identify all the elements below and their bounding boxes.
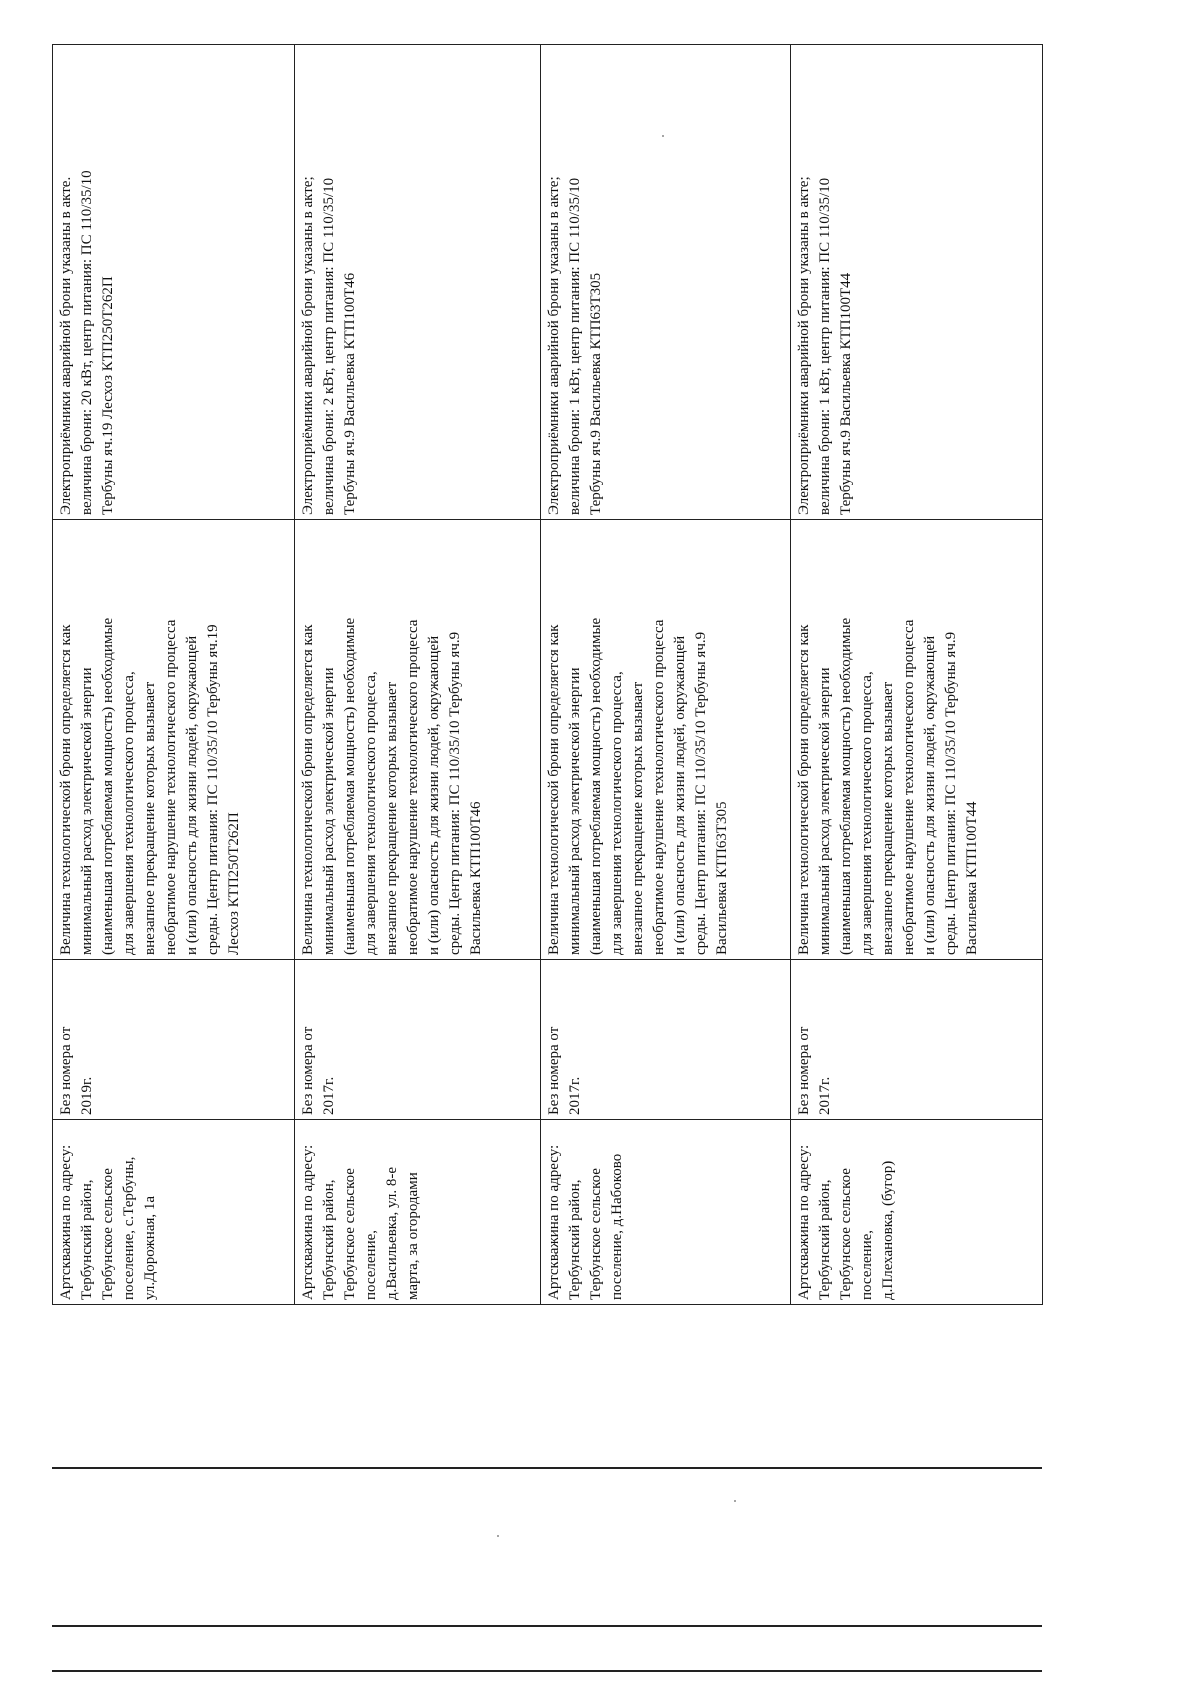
act-text: Без номера от 2017г.	[796, 1026, 833, 1115]
tech-reserve-cell	[791, 520, 1043, 960]
table-row	[295, 45, 541, 1305]
object-text: Артскважина по адресу: Тербунский район, Тербунское сельское поселение, д.Плехановка, (бугор)	[796, 1144, 896, 1300]
tech-reserve-cell	[53, 520, 295, 960]
tech-reserve-text: Величина технологической брони определяется как минимальный расход электрической энергии (наименьшая потребляемая мощность) необходимые для завершения технологического процесса, внезапное прекращение которых вызывает необратимое нарушение технологического процесса и (или) опасность для жизни людей, окружающей среды. Центр питания: ПС 110/35/10 Тербуны яч.9 Васильевка КТП63Т305	[546, 617, 730, 955]
object-text: Артскважина по адресу: Тербунский район, Тербунское сельское поселение, д.Васильевка, ул. 8-е марта, за огородами	[300, 1144, 421, 1300]
act-text: Без номера от 2019г.	[58, 1026, 95, 1115]
horizontal-rule	[52, 1625, 1042, 1627]
tech-reserve-text: Величина технологической брони определяется как минимальный расход электрической энергии (наименьшая потребляемая мощность) необходимые для завершения технологического процесса, внезапное прекращение которых вызывает необратимое нарушение технологического процесса и (или) опасность для жизни людей, окружающей среды. Центр питания: ПС 110/35/10 Тербуны яч.19 Лесхоз КТП250Т262П	[58, 617, 242, 955]
table-row	[53, 45, 295, 1305]
emergency-reserve-text: Электроприёмники аварийной брони указаны в акте; величина брони: 2 кВт, центр питания: ПС 110/35/10 Тербуны яч.9 Васильевка КТП100Т46	[300, 176, 358, 515]
tech-reserve-cell	[295, 520, 541, 960]
horizontal-rule	[52, 1670, 1042, 1672]
act-cell	[541, 960, 791, 1120]
scan-speck	[734, 1500, 736, 1502]
act-cell	[295, 960, 541, 1120]
act-cell	[53, 960, 295, 1120]
tech-reserve-text: Величина технологической брони определяется как минимальный расход электрической энергии (наименьшая потребляемая мощность) необходимые для завершения технологического процесса, внезапное прекращение которых вызывает необратимое нарушение технологического процесса и (или) опасность для жизни людей, окружающей среды. Центр питания: ПС 110/35/10 Тербуны яч.9 Васильевка КТП100Т44	[796, 617, 980, 955]
emergency-reserve-text: Электроприёмники аварийной брони указаны в акте; величина брони: 1 кВт, центр питания: ПС 110/35/10 Тербуны яч.9 Васильевка КТП100Т44	[796, 176, 854, 515]
emergency-reserve-cell	[791, 45, 1043, 520]
horizontal-rule	[52, 1467, 1042, 1469]
act-text: Без номера от 2017г.	[546, 1026, 583, 1115]
emergency-reserve-text: Электроприёмники аварийной брони указаны в акте. величина брони: 20 кВт, центр питания: ПС 110/35/10 Тербуны яч.19 Лесхоз КТП250Т262П	[58, 170, 116, 515]
emergency-reserve-cell	[541, 45, 791, 520]
object-cell	[791, 1120, 1043, 1305]
emergency-reserve-cell	[53, 45, 295, 520]
reserve-table	[52, 44, 1043, 1305]
object-text: Артскважина по адресу: Тербунский район, Тербунское сельское поселение, д.Набоково	[546, 1144, 625, 1300]
object-cell	[541, 1120, 791, 1305]
tech-reserve-cell	[541, 520, 791, 960]
object-text: Артскважина по адресу: Тербунский район, Тербунское сельское поселение, с.Тербуны, ул.Дорожная, 1а	[58, 1144, 158, 1300]
rotated-table-container	[52, 45, 1042, 1305]
object-cell	[295, 1120, 541, 1305]
emergency-reserve-cell	[295, 45, 541, 520]
act-cell	[791, 960, 1043, 1120]
emergency-reserve-text: Электроприёмники аварийной брони указаны в акте; величина брони: 1 кВт, центр питания: ПС 110/35/10 Тербуны яч.9 Васильевка КТП63Т305	[546, 176, 604, 515]
scan-speck	[497, 1535, 499, 1537]
act-text: Без номера от 2017г.	[300, 1026, 337, 1115]
scan-speck	[662, 135, 664, 137]
object-cell	[53, 1120, 295, 1305]
tech-reserve-text: Величина технологической брони определяется как минимальный расход электрической энергии (наименьшая потребляемая мощность) необходимые для завершения технологического процесса, внезапное прекращение которых вызывает необратимое нарушение технологического процесса и (или) опасность для жизни людей, окружающей среды. Центр питания: ПС 110/35/10 Тербуны яч.9 Васильевка КТП100Т46	[300, 617, 484, 955]
table-row	[541, 45, 791, 1305]
table-row	[791, 45, 1043, 1305]
